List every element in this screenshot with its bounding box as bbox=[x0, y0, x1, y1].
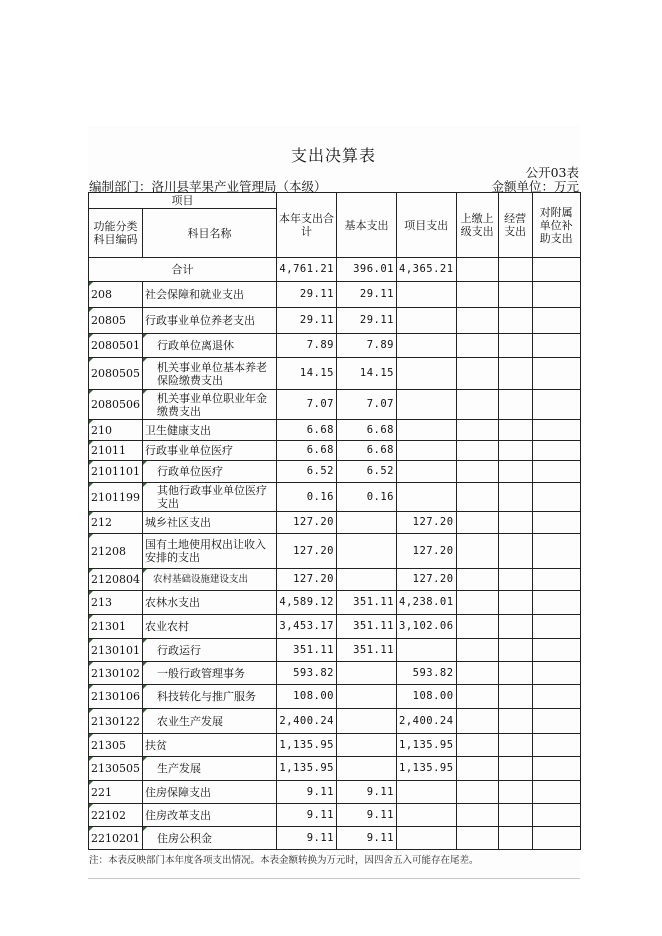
table-row bbox=[89, 804, 581, 827]
row-upper bbox=[456, 441, 498, 461]
row-business bbox=[498, 591, 532, 615]
row-project bbox=[397, 308, 457, 334]
table-row bbox=[89, 639, 581, 662]
row-project: 127.20 bbox=[397, 512, 457, 534]
row-project bbox=[397, 420, 457, 441]
row-subsidy bbox=[532, 483, 580, 512]
footnote: 注：本表反映部门本年度各项支出情况。本表金额转换为万元时，因四舍五入可能存在尾差。 bbox=[89, 855, 479, 866]
row-basic bbox=[337, 569, 397, 591]
row-upper bbox=[456, 781, 498, 804]
row-business bbox=[498, 390, 532, 420]
row-business bbox=[498, 639, 532, 662]
row-code: 208 bbox=[89, 282, 143, 308]
row-name: 住房改革支出 bbox=[143, 804, 277, 827]
row-subsidy bbox=[532, 461, 580, 483]
row-subsidy bbox=[532, 282, 580, 308]
row-subsidy bbox=[532, 781, 580, 804]
row-subsidy bbox=[532, 615, 580, 639]
row-total: 593.82 bbox=[277, 662, 337, 685]
table-row bbox=[89, 662, 581, 685]
row-name: 机关事业单位基本养老保险缴费支出 bbox=[143, 358, 277, 390]
row-total: 108.00 bbox=[277, 685, 337, 709]
row-name: 社会保障和就业支出 bbox=[143, 282, 277, 308]
row-subsidy bbox=[532, 569, 580, 591]
row-name: 一般行政管理事务 bbox=[143, 662, 277, 685]
total-sum: 4,761.21 bbox=[277, 258, 337, 282]
table-row bbox=[89, 569, 581, 591]
row-code: 20805 bbox=[89, 308, 143, 334]
row-code: 22102 bbox=[89, 804, 143, 827]
row-code: 21305 bbox=[89, 734, 143, 757]
row-business bbox=[498, 483, 532, 512]
row-total: 1,135.95 bbox=[277, 757, 337, 781]
row-subsidy bbox=[532, 308, 580, 334]
table-row bbox=[89, 534, 581, 569]
row-business bbox=[498, 662, 532, 685]
row-code: 2210201 bbox=[89, 827, 143, 850]
row-basic: 351.11 bbox=[337, 639, 397, 662]
row-basic: 7.89 bbox=[337, 334, 397, 358]
row-project bbox=[397, 390, 457, 420]
row-name: 其他行政事业单位医疗支出 bbox=[143, 483, 277, 512]
row-name: 农业农村 bbox=[143, 615, 277, 639]
row-basic bbox=[337, 512, 397, 534]
row-upper bbox=[456, 483, 498, 512]
row-business bbox=[498, 358, 532, 390]
row-code: 212 bbox=[89, 512, 143, 534]
table-row bbox=[89, 358, 581, 390]
row-project bbox=[397, 461, 457, 483]
row-project: 127.20 bbox=[397, 534, 457, 569]
row-name: 行政单位医疗 bbox=[143, 461, 277, 483]
row-upper bbox=[456, 685, 498, 709]
table-row bbox=[89, 734, 581, 757]
row-basic bbox=[337, 757, 397, 781]
row-project: 108.00 bbox=[397, 685, 457, 709]
row-name: 机关事业单位职业年金缴费支出 bbox=[143, 390, 277, 420]
total-row bbox=[89, 258, 581, 282]
row-business bbox=[498, 734, 532, 757]
header-row-1 bbox=[89, 193, 581, 209]
total-business bbox=[498, 258, 532, 282]
row-upper bbox=[456, 757, 498, 781]
row-code: 2080501 bbox=[89, 334, 143, 358]
row-project bbox=[397, 358, 457, 390]
table-row bbox=[89, 685, 581, 709]
row-subsidy bbox=[532, 512, 580, 534]
header-total: 本年支出合计 bbox=[277, 193, 337, 258]
row-code: 21011 bbox=[89, 441, 143, 461]
row-name: 住房保障支出 bbox=[143, 781, 277, 804]
table-row bbox=[89, 781, 581, 804]
row-business bbox=[498, 781, 532, 804]
row-business bbox=[498, 709, 532, 734]
row-subsidy bbox=[532, 662, 580, 685]
row-code: 21208 bbox=[89, 534, 143, 569]
row-project: 127.20 bbox=[397, 569, 457, 591]
row-total: 2,400.24 bbox=[277, 709, 337, 734]
row-upper bbox=[456, 569, 498, 591]
row-name: 城乡社区支出 bbox=[143, 512, 277, 534]
row-basic: 9.11 bbox=[337, 804, 397, 827]
row-name: 国有土地使用权出让收入安排的支出 bbox=[143, 534, 277, 569]
header-business: 经营支出 bbox=[498, 193, 532, 258]
row-project bbox=[397, 781, 457, 804]
row-upper bbox=[456, 282, 498, 308]
row-code: 2080506 bbox=[89, 390, 143, 420]
row-project bbox=[397, 827, 457, 850]
row-business bbox=[498, 441, 532, 461]
table-row bbox=[89, 591, 581, 615]
row-total: 6.68 bbox=[277, 420, 337, 441]
row-upper bbox=[456, 308, 498, 334]
row-code: 2130505 bbox=[89, 757, 143, 781]
row-total: 6.68 bbox=[277, 441, 337, 461]
row-project bbox=[397, 483, 457, 512]
row-code: 2101199 bbox=[89, 483, 143, 512]
row-basic: 6.52 bbox=[337, 461, 397, 483]
row-total: 4,589.12 bbox=[277, 591, 337, 615]
row-subsidy bbox=[532, 685, 580, 709]
page-title: 支出决算表 bbox=[290, 146, 376, 165]
row-subsidy bbox=[532, 591, 580, 615]
row-basic bbox=[337, 685, 397, 709]
row-total: 9.11 bbox=[277, 781, 337, 804]
divider bbox=[88, 878, 580, 879]
row-upper bbox=[456, 804, 498, 827]
row-project bbox=[397, 334, 457, 358]
row-basic: 9.11 bbox=[337, 781, 397, 804]
row-upper bbox=[456, 358, 498, 390]
row-total: 29.11 bbox=[277, 282, 337, 308]
total-label: 合计 bbox=[89, 258, 277, 282]
row-name: 生产发展 bbox=[143, 757, 277, 781]
row-basic: 351.11 bbox=[337, 615, 397, 639]
row-basic bbox=[337, 734, 397, 757]
row-business bbox=[498, 534, 532, 569]
row-upper bbox=[456, 615, 498, 639]
row-name: 行政单位离退休 bbox=[143, 334, 277, 358]
header-item-group: 项目 bbox=[89, 193, 277, 209]
row-basic: 7.07 bbox=[337, 390, 397, 420]
row-name: 行政事业单位养老支出 bbox=[143, 308, 277, 334]
row-subsidy bbox=[532, 639, 580, 662]
row-subsidy bbox=[532, 358, 580, 390]
table-row bbox=[89, 390, 581, 420]
row-name: 行政运行 bbox=[143, 639, 277, 662]
row-business bbox=[498, 420, 532, 441]
row-business bbox=[498, 685, 532, 709]
row-subsidy bbox=[532, 334, 580, 358]
row-total: 9.11 bbox=[277, 827, 337, 850]
total-basic: 396.01 bbox=[337, 258, 397, 282]
form-number: 公开03表 bbox=[525, 165, 579, 180]
row-upper bbox=[456, 827, 498, 850]
row-subsidy bbox=[532, 709, 580, 734]
row-basic: 29.11 bbox=[337, 308, 397, 334]
row-upper bbox=[456, 591, 498, 615]
table-row bbox=[89, 827, 581, 850]
row-subsidy bbox=[532, 827, 580, 850]
row-upper bbox=[456, 709, 498, 734]
table-row bbox=[89, 709, 581, 734]
row-project bbox=[397, 282, 457, 308]
row-code: 21301 bbox=[89, 615, 143, 639]
row-name: 扶贫 bbox=[143, 734, 277, 757]
row-code: 2130122 bbox=[89, 709, 143, 734]
row-name: 住房公积金 bbox=[143, 827, 277, 850]
row-business bbox=[498, 308, 532, 334]
row-business bbox=[498, 282, 532, 308]
row-code: 2130101 bbox=[89, 639, 143, 662]
row-subsidy bbox=[532, 534, 580, 569]
expenditure-table bbox=[88, 192, 581, 850]
table-row bbox=[89, 461, 581, 483]
row-subsidy bbox=[532, 734, 580, 757]
row-name: 卫生健康支出 bbox=[143, 420, 277, 441]
row-business bbox=[498, 461, 532, 483]
row-basic: 6.68 bbox=[337, 441, 397, 461]
row-project bbox=[397, 441, 457, 461]
row-project: 1,135.95 bbox=[397, 734, 457, 757]
table-row bbox=[89, 483, 581, 512]
row-upper bbox=[456, 390, 498, 420]
row-project: 1,135.95 bbox=[397, 757, 457, 781]
row-basic: 0.16 bbox=[337, 483, 397, 512]
row-name: 农业生产发展 bbox=[143, 709, 277, 734]
header-upper: 上缴上级支出 bbox=[456, 193, 498, 258]
row-basic: 14.15 bbox=[337, 358, 397, 390]
table-row bbox=[89, 308, 581, 334]
row-code: 2130106 bbox=[89, 685, 143, 709]
row-business bbox=[498, 334, 532, 358]
header-code: 功能分类科目编码 bbox=[89, 209, 143, 258]
row-subsidy bbox=[532, 757, 580, 781]
table-row bbox=[89, 420, 581, 441]
header-basic: 基本支出 bbox=[337, 193, 397, 258]
row-business bbox=[498, 569, 532, 591]
row-basic bbox=[337, 709, 397, 734]
row-upper bbox=[456, 512, 498, 534]
row-project: 593.82 bbox=[397, 662, 457, 685]
row-name: 行政事业单位医疗 bbox=[143, 441, 277, 461]
row-total: 0.16 bbox=[277, 483, 337, 512]
row-total: 127.20 bbox=[277, 512, 337, 534]
row-upper bbox=[456, 334, 498, 358]
row-total: 127.20 bbox=[277, 534, 337, 569]
row-name: 农林水支出 bbox=[143, 591, 277, 615]
row-code: 210 bbox=[89, 420, 143, 441]
row-code: 221 bbox=[89, 781, 143, 804]
row-business bbox=[498, 512, 532, 534]
row-business bbox=[498, 757, 532, 781]
row-code: 2130102 bbox=[89, 662, 143, 685]
table-row bbox=[89, 441, 581, 461]
row-basic: 351.11 bbox=[337, 591, 397, 615]
row-total: 127.20 bbox=[277, 569, 337, 591]
row-upper bbox=[456, 534, 498, 569]
row-basic: 29.11 bbox=[337, 282, 397, 308]
row-upper bbox=[456, 639, 498, 662]
row-total: 6.52 bbox=[277, 461, 337, 483]
row-subsidy bbox=[532, 804, 580, 827]
row-project bbox=[397, 804, 457, 827]
row-business bbox=[498, 804, 532, 827]
row-project: 3,102.06 bbox=[397, 615, 457, 639]
row-basic: 6.68 bbox=[337, 420, 397, 441]
row-upper bbox=[456, 461, 498, 483]
row-total: 1,135.95 bbox=[277, 734, 337, 757]
row-name: 科技转化与推广服务 bbox=[143, 685, 277, 709]
table-row bbox=[89, 282, 581, 308]
row-code: 2080505 bbox=[89, 358, 143, 390]
total-project: 4,365.21 bbox=[397, 258, 457, 282]
row-total: 14.15 bbox=[277, 358, 337, 390]
unit-label: 金额单位：万元 bbox=[491, 179, 579, 194]
row-subsidy bbox=[532, 420, 580, 441]
row-upper bbox=[456, 734, 498, 757]
row-code: 2101101 bbox=[89, 461, 143, 483]
row-project: 2,400.24 bbox=[397, 709, 457, 734]
row-code: 2120804 bbox=[89, 569, 143, 591]
row-subsidy bbox=[532, 441, 580, 461]
row-total: 351.11 bbox=[277, 639, 337, 662]
row-total: 29.11 bbox=[277, 308, 337, 334]
row-code: 213 bbox=[89, 591, 143, 615]
row-project: 4,238.01 bbox=[397, 591, 457, 615]
total-upper bbox=[456, 258, 498, 282]
row-basic: 9.11 bbox=[337, 827, 397, 850]
row-name: 农村基础设施建设支出 bbox=[143, 569, 277, 591]
row-subsidy bbox=[532, 390, 580, 420]
table-row bbox=[89, 615, 581, 639]
total-subsidy bbox=[532, 258, 580, 282]
table-row bbox=[89, 757, 581, 781]
table-row bbox=[89, 512, 581, 534]
row-upper bbox=[456, 662, 498, 685]
header-name: 科目名称 bbox=[143, 209, 277, 258]
department-label: 编制部门：洛川县苹果产业管理局（本级） bbox=[89, 179, 327, 194]
row-project bbox=[397, 639, 457, 662]
header-project: 项目支出 bbox=[397, 193, 457, 258]
row-total: 7.07 bbox=[277, 390, 337, 420]
row-total: 3,453.17 bbox=[277, 615, 337, 639]
row-basic bbox=[337, 662, 397, 685]
row-business bbox=[498, 615, 532, 639]
row-upper bbox=[456, 420, 498, 441]
row-business bbox=[498, 827, 532, 850]
table-row bbox=[89, 334, 581, 358]
row-total: 7.89 bbox=[277, 334, 337, 358]
row-basic bbox=[337, 534, 397, 569]
header-subsidy: 对附属单位补助支出 bbox=[532, 193, 580, 258]
row-total: 9.11 bbox=[277, 804, 337, 827]
